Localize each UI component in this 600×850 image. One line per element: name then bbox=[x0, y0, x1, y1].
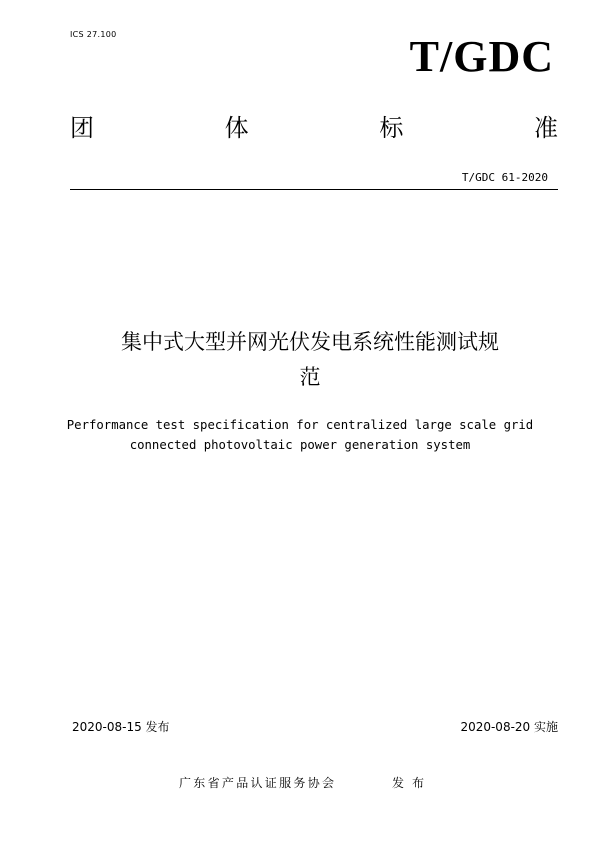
english-title bbox=[20, 415, 580, 455]
standard-type-char-2: 体 bbox=[224, 114, 249, 142]
publisher-name: 广东省产品认证服务协会 bbox=[179, 776, 337, 790]
standard-type-heading bbox=[70, 116, 558, 140]
chinese-title-line-1: 集中式大型并网光伏发电系统性能测试规 bbox=[121, 330, 499, 354]
standard-type-char-1: 团 bbox=[70, 114, 94, 142]
standard-number: T/GDC 61-2020 bbox=[461, 171, 548, 184]
chinese-title bbox=[50, 325, 570, 395]
english-title-line-1: Performance test specification for centralized large scale grid bbox=[66, 418, 534, 432]
publish-label: 发布 bbox=[392, 776, 433, 790]
implementation-date: 2020-08-20 实施 bbox=[460, 720, 558, 734]
standard-type-char-4: 准 bbox=[533, 114, 558, 142]
header-divider bbox=[70, 189, 558, 190]
issue-date: 2020-08-15 发布 bbox=[72, 720, 170, 734]
standard-logo: T/GDC bbox=[409, 32, 554, 81]
english-title-line-2: connected photovoltaic power generation system bbox=[129, 438, 471, 452]
ics-code: ICS 27.100 bbox=[70, 30, 117, 39]
standard-type-char-3: 标 bbox=[379, 114, 404, 142]
chinese-title-line-2: 范 bbox=[299, 365, 321, 389]
